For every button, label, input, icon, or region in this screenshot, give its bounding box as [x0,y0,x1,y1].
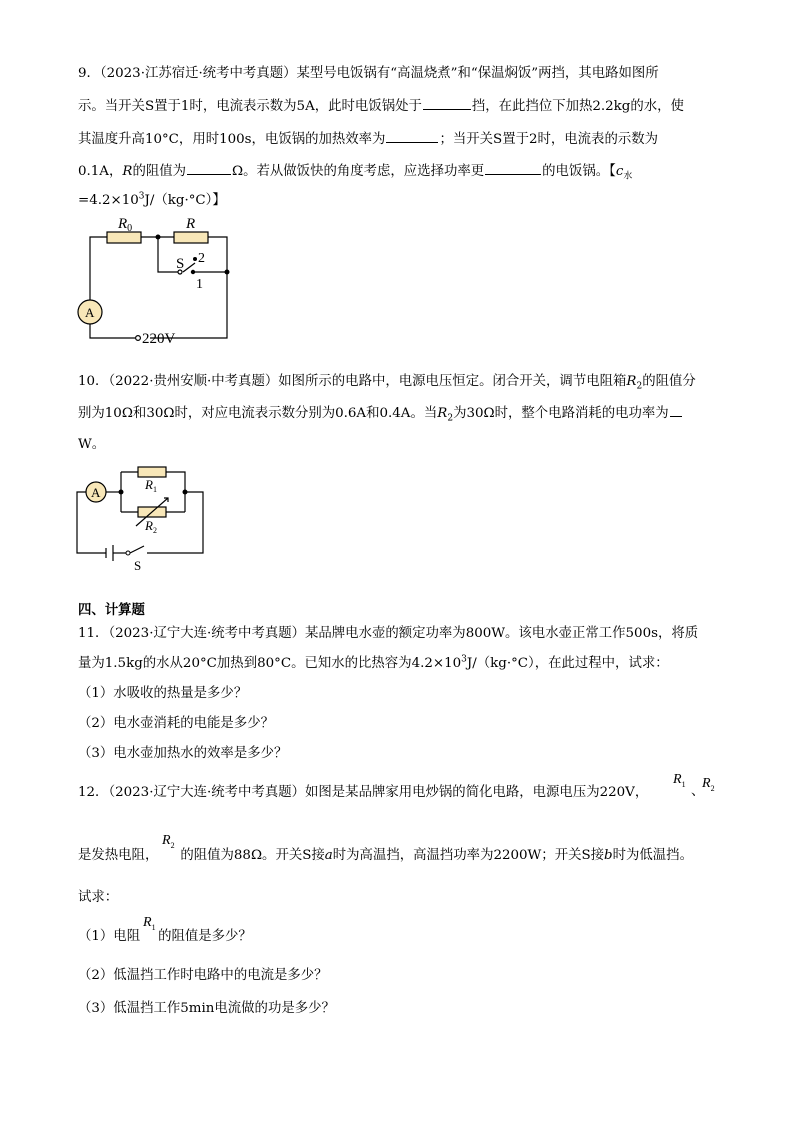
label-pos-1: 1 [196,277,203,292]
q9-number: 9． [78,66,100,81]
label-switch: S [176,256,185,272]
answer-blank[interactable] [423,107,471,110]
q12-source: （2023·辽宁大连·统考中考真题） [108,785,306,800]
superscript: 3 [461,654,467,665]
q10-text: 如图所示的电路中，电源电压恒定。闭合开关，调节电阻箱 [278,374,627,389]
q11-text: 量为1.5kg的水从20°C加热到80°C。已知水的比热容为4.2×10 [78,656,462,671]
symbol-R: R [437,406,448,421]
q10-number: 10． [78,374,109,389]
symbol-a: a [324,848,333,863]
q10-text: 的阻值分 [642,374,696,389]
q9-text: Ω。若从做饭快的角度考虑，应选择功率更 [232,164,485,179]
answer-blank[interactable] [386,140,438,143]
q12-line-3: 试求： [78,890,119,905]
q12-text: 的阻值为88Ω。开关S接 [180,848,325,863]
q9-source: （2023·江苏宿迁·统考中考真题） [99,66,297,81]
q11-item-2: （2）电水壶消耗的电能是多少？ [78,716,274,731]
q9-text: ；当开关S置于2时，电流表的示数为 [439,132,659,147]
symbol-R: R [122,164,133,179]
subscript: 2 [636,381,643,392]
q9-line-4 [78,164,724,182]
symbol-R2: $R_2$ [702,776,715,793]
resistor-r [174,232,208,243]
q11-text: J/（kg·°C），在此过程中，试求： [466,656,669,671]
q9-line-3 [78,133,724,146]
q9-text: 其温度升高10°C，用时100s，电饭锅的加热效率为 [78,132,386,147]
q11-line-1 [78,627,724,640]
symbol-b: b [604,848,613,863]
q12-sep: 、 [691,784,705,799]
q9-text: J/（kg·°C）】 [144,193,226,208]
q11-number: 11． [78,626,109,641]
q11-item-1: （1）水吸收的热量是多少？ [78,686,248,701]
label-pos-2: 2 [198,251,205,266]
q9-text: 的阻值为 [132,164,187,179]
label-ammeter: A [85,305,95,320]
q11-item-3: （3）电水壶加热水的效率是多少？ [78,746,288,761]
symbol-R1: $R_1$ [143,915,156,932]
resistor-r0 [107,232,141,243]
label-r2: $R_2$ [145,518,157,535]
q12-text: 时为高温挡，高温挡功率为2200W；开关S接 [332,848,605,863]
q11-source: （2023·辽宁大连·统考中考真题） [108,626,306,641]
q9-line-2 [78,100,724,113]
q12-text: 是发热电阻， [78,848,159,863]
q9-line-1 [78,67,724,80]
q12-item-3: （3）低温挡工作5min电流做的功是多少？ [78,1001,335,1016]
q12-line-1 [78,786,724,799]
q9-text: 的电饭锅。【 [542,164,616,179]
label-ammeter: A [91,485,101,500]
q9-text: 0.1A， [78,164,123,179]
subscript-water: 水 [623,171,633,182]
q9-circuit-diagram [70,210,240,345]
label-switch: S [134,558,142,573]
superscript: 3 [138,191,145,202]
subscript: 2 [447,413,454,424]
symbol-R1: $R_1$ [673,772,686,789]
q9-text: 示。当开关S置于1时，电流表示数为5A，此时电饭锅处于 [78,99,422,114]
label-r1: $R_1$ [145,477,157,494]
q10-source: （2022·贵州安顺·中考真题） [108,374,279,389]
q12-text: 如图是某品牌家用电炒锅的简化电路，电源电压为220V， [305,785,649,800]
q12-number: 12． [78,785,109,800]
q10-line-2 [78,406,724,424]
q10-line-1 [78,374,724,392]
label-voltage: 220V [142,331,176,347]
q12-item-1: （1）电阻 的阻值是多少？ [78,929,252,944]
answer-blank[interactable] [670,414,682,417]
q10-text: 别为10Ω和30Ω时，对应电流表示数分别为0.6A和0.4A。当 [78,406,438,421]
label-r0: $R_0$ [118,216,133,234]
q10-text: W。 [78,437,106,452]
q10-text: 为30Ω时，整个电路消耗的电功率为 [453,406,669,421]
q9-line-5 [78,191,724,208]
q12-item-2: （2）低温挡工作时电路中的电流是多少？ [78,968,328,983]
answer-blank[interactable] [485,172,541,175]
symbol-R: R [626,374,637,389]
q10-circuit-diagram [72,460,212,572]
symbol-R2: $R_2$ [162,833,175,850]
q12-text: 时为低温挡。 [612,848,693,863]
symbol-c: c [615,164,624,179]
answer-blank[interactable] [187,172,231,175]
section-title: 四、计算题 [78,603,145,618]
q11-text: 某品牌电水壶的额定功率为800W。该电水壶正常工作500s，将质 [305,626,699,641]
q9-text: =4.2×10 [78,193,139,208]
q9-text: 某型号电饭锅有“高温烧煮”和“保温焖饭”两挡，其电路如图所 [296,66,659,81]
q9-text: 挡，在此挡位下加热2.2kg的水，使 [471,99,684,114]
q10-line-3 [78,438,724,451]
q12-line-2 [78,849,724,862]
resistor-r1 [138,467,166,477]
q11-line-2 [78,654,724,671]
label-r: R [186,216,196,232]
